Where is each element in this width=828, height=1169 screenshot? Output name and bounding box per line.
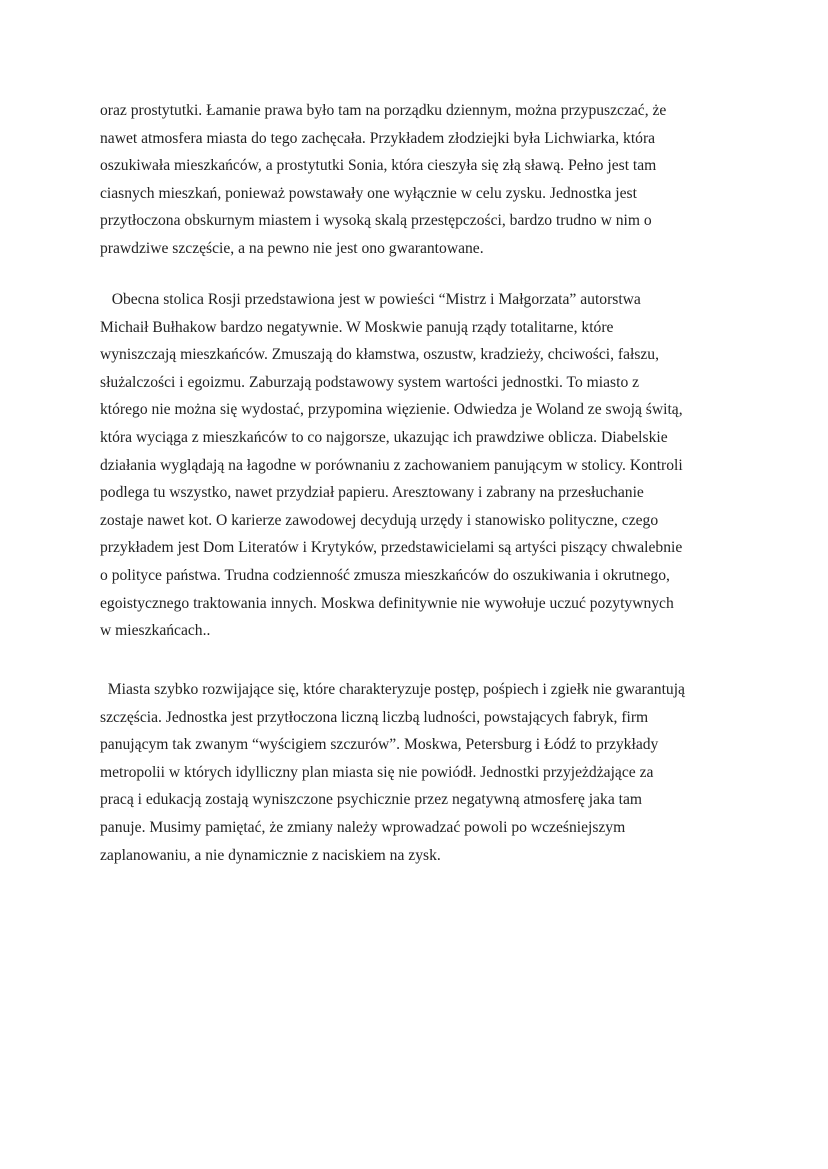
text-line: nawet atmosfera miasta do tego zachęcała. Przykładem złodziejki była Lichwiarka, która bbox=[100, 129, 656, 147]
paragraph bbox=[100, 676, 740, 869]
text-line: służalczości i egoizmu. Zaburzają podstawowy system wartości jednostki. To miasto z bbox=[100, 373, 640, 391]
text-line: przytłoczona obskurnym miastem i wysoką skalą przestępczości, bardzo trudno w nim o bbox=[100, 212, 652, 230]
text-line: prawdziwe szczęście, a na pewno nie jest ono gwarantowane. bbox=[100, 239, 484, 257]
text-line: Miasta szybko rozwijające się, które charakteryzuje postęp, pośpiech i zgiełk nie gwarantują bbox=[100, 681, 685, 698]
text-line: którego nie można się wydostać, przypomina więzienie. Odwiedza je Woland ze swoją świtą, bbox=[100, 401, 683, 419]
text-line: podlega tu wszystko, nawet przydział papieru. Aresztowany i zabrany na przesłuchanie bbox=[100, 484, 644, 502]
text-line: panującym tak zwanym “wyścigiem szczurów”. Moskwa, Petersburg i Łódź to przykłady bbox=[100, 736, 659, 754]
text-line: wyniszczają mieszkańców. Zmuszają do kłamstwa, oszustw, kradzieży, chciwości, fałszu, bbox=[100, 346, 660, 364]
paragraph bbox=[100, 286, 740, 645]
text-line: pracą i edukacją zostają wyniszczone psychicznie przez negatywną atmosferę jaka tam bbox=[100, 791, 643, 809]
text-line: zaplanowaniu, a nie dynamicznie z naciskiem na zysk. bbox=[100, 846, 441, 864]
text-line: oszukiwała mieszkańców, a prostytutki Sonia, która cieszyła się złą sławą. Pełno jest tam bbox=[100, 157, 657, 175]
text-line: o polityce państwa. Trudna codzienność zmusza mieszkańców do oszukiwania i okrutnego, bbox=[100, 566, 670, 584]
text-line: panuje. Musimy pamiętać, że zmiany należy wprowadzać powoli po wcześniejszym bbox=[100, 818, 626, 836]
text-line: metropolii w których idylliczny plan miasta się nie powiódł. Jednostki przyjeżdżające za bbox=[100, 763, 654, 781]
text-line: oraz prostytutki. Łamanie prawa było tam na porządku dziennym, można przypuszczać, że bbox=[100, 102, 667, 119]
text-line: egoistycznego traktowania innych. Moskwa definitywnie nie wywołuje uczuć pozytywnych bbox=[100, 594, 674, 612]
text-line: która wyciąga z mieszkańców to co najgorsze, ukazując ich prawdziwe oblicza. Diabelskie bbox=[100, 428, 668, 446]
text-line: w mieszkańcach.. bbox=[100, 622, 211, 640]
text-line: przykładem jest Dom Literatów i Krytyków, przedstawicielami są artyści piszący chwalebnie bbox=[100, 539, 683, 557]
paragraph bbox=[100, 97, 740, 263]
text-line: zostaje nawet kot. O karierze zawodowej decydują urzędy i stanowisko polityczne, czego bbox=[100, 511, 659, 529]
text-line: działania wyglądają na łagodne w porównaniu z zachowaniem panującym w stolicy. Kontroli bbox=[100, 456, 683, 474]
text-line: Obecna stolica Rosji przedstawiona jest w powieści “Mistrz i Małgorzata” autorstwa bbox=[100, 291, 641, 308]
text-line: Michaił Bułhakow bardzo negatywnie. W Moskwie panują rządy totalitarne, które bbox=[100, 318, 614, 336]
text-line: ciasnych mieszkań, ponieważ powstawały one wyłącznie w celu zysku. Jednostka jest bbox=[100, 184, 637, 202]
text-line: szczęścia. Jednostka jest przytłoczona liczną liczbą ludności, powstających fabryk, firm bbox=[100, 708, 649, 726]
